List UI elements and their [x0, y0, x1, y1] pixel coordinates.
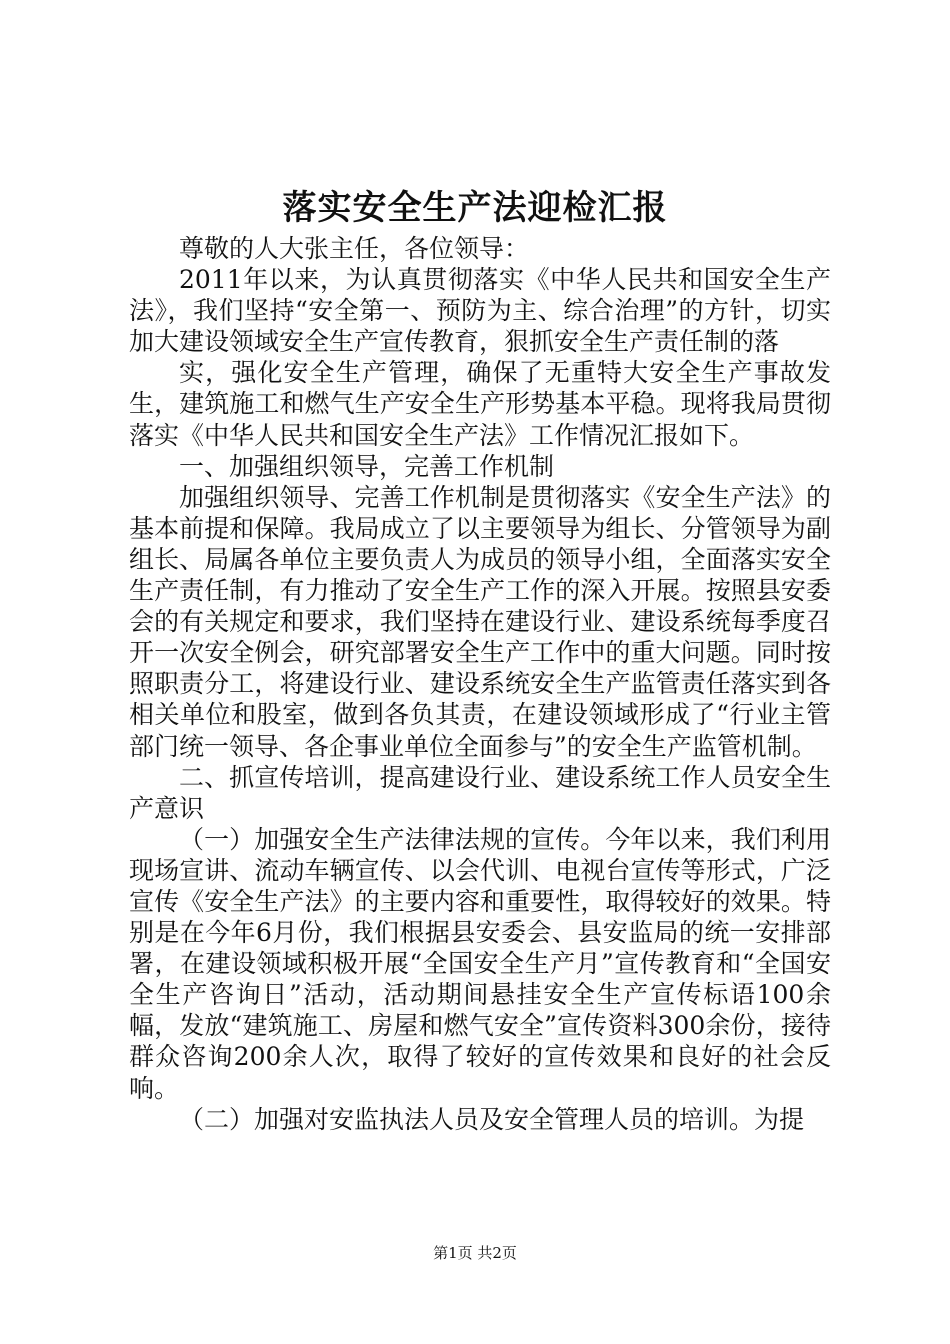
subsection-2-paragraph: （二）加强对安监执法人员及安全管理人员的培训。为提	[179, 1104, 805, 1134]
page-number-footer: 第1页 共2页	[433, 1244, 517, 1262]
document-title: 落实安全生产法迎检汇报	[282, 188, 668, 228]
section-heading-2: 二、抓宣传培训，提高建设行业、建设系统工作人员安全生产意识	[129, 762, 831, 823]
intro-continued-paragraph: 实，强化安全生产管理，确保了无重特大安全生产事故发生，建筑施工和燃气生产安全生产形势基本平稳。现将我局贯彻落实《中华人民共和国安全生产法》工作情况汇报如下。	[129, 358, 831, 450]
document-body	[129, 233, 831, 1135]
section-heading-1: 一、加强组织领导，完善工作机制	[179, 451, 555, 481]
subsection-1-paragraph: （一）加强安全生产法律法规的宣传。今年以来，我们利用现场宣讲、流动车辆宣传、以会代训、电视台宣传等形式，广泛宣传《安全生产法》的主要内容和重要性，取得较好的效果。特别是在今年6月份，我们根据县安委会、县安监局的统一安排部署，在建设领域积极开展“全国安全生产月”宣传教育和“全国安全生产咨询日”活动，活动期间悬挂安全生产宣传标语100余幅，发放“建筑施工、房屋和燃气安全”宣传资料300余份，接待群众咨询200余人次，取得了较好的宣传效果和良好的社会反响。	[129, 824, 831, 1103]
intro-paragraph: 2011年以来，为认真贯彻落实《中华人民共和国安全生产法》，我们坚持“安全第一、预防为主、综合治理”的方针，切实加大建设领域安全生产宣传教育，狠抓安全生产责任制的落	[129, 265, 831, 357]
salutation-paragraph: 尊敬的人大张主任，各位领导：	[179, 234, 530, 263]
section-1-paragraph: 加强组织领导、完善工作机制是贯彻落实《安全生产法》的基本前提和保障。我局成立了以主要领导为组长、分管领导为副组长、局属各单位主要负责人为成员的领导小组，全面落实安全生产责任制，有力推动了安全生产工作的深入开展。按照县安委会的有关规定和要求，我们坚持在建设行业、建设系统每季度召开一次安全例会，研究部署安全生产工作中的重大问题。同时按照职责分工，将建设行业、建设系统安全生产监管责任落实到各相关单位和股室，做到各负其责，在建设领域形成了“行业主管部门统一领导、各企事业单位全面参与”的安全生产监管机制。	[129, 482, 831, 761]
